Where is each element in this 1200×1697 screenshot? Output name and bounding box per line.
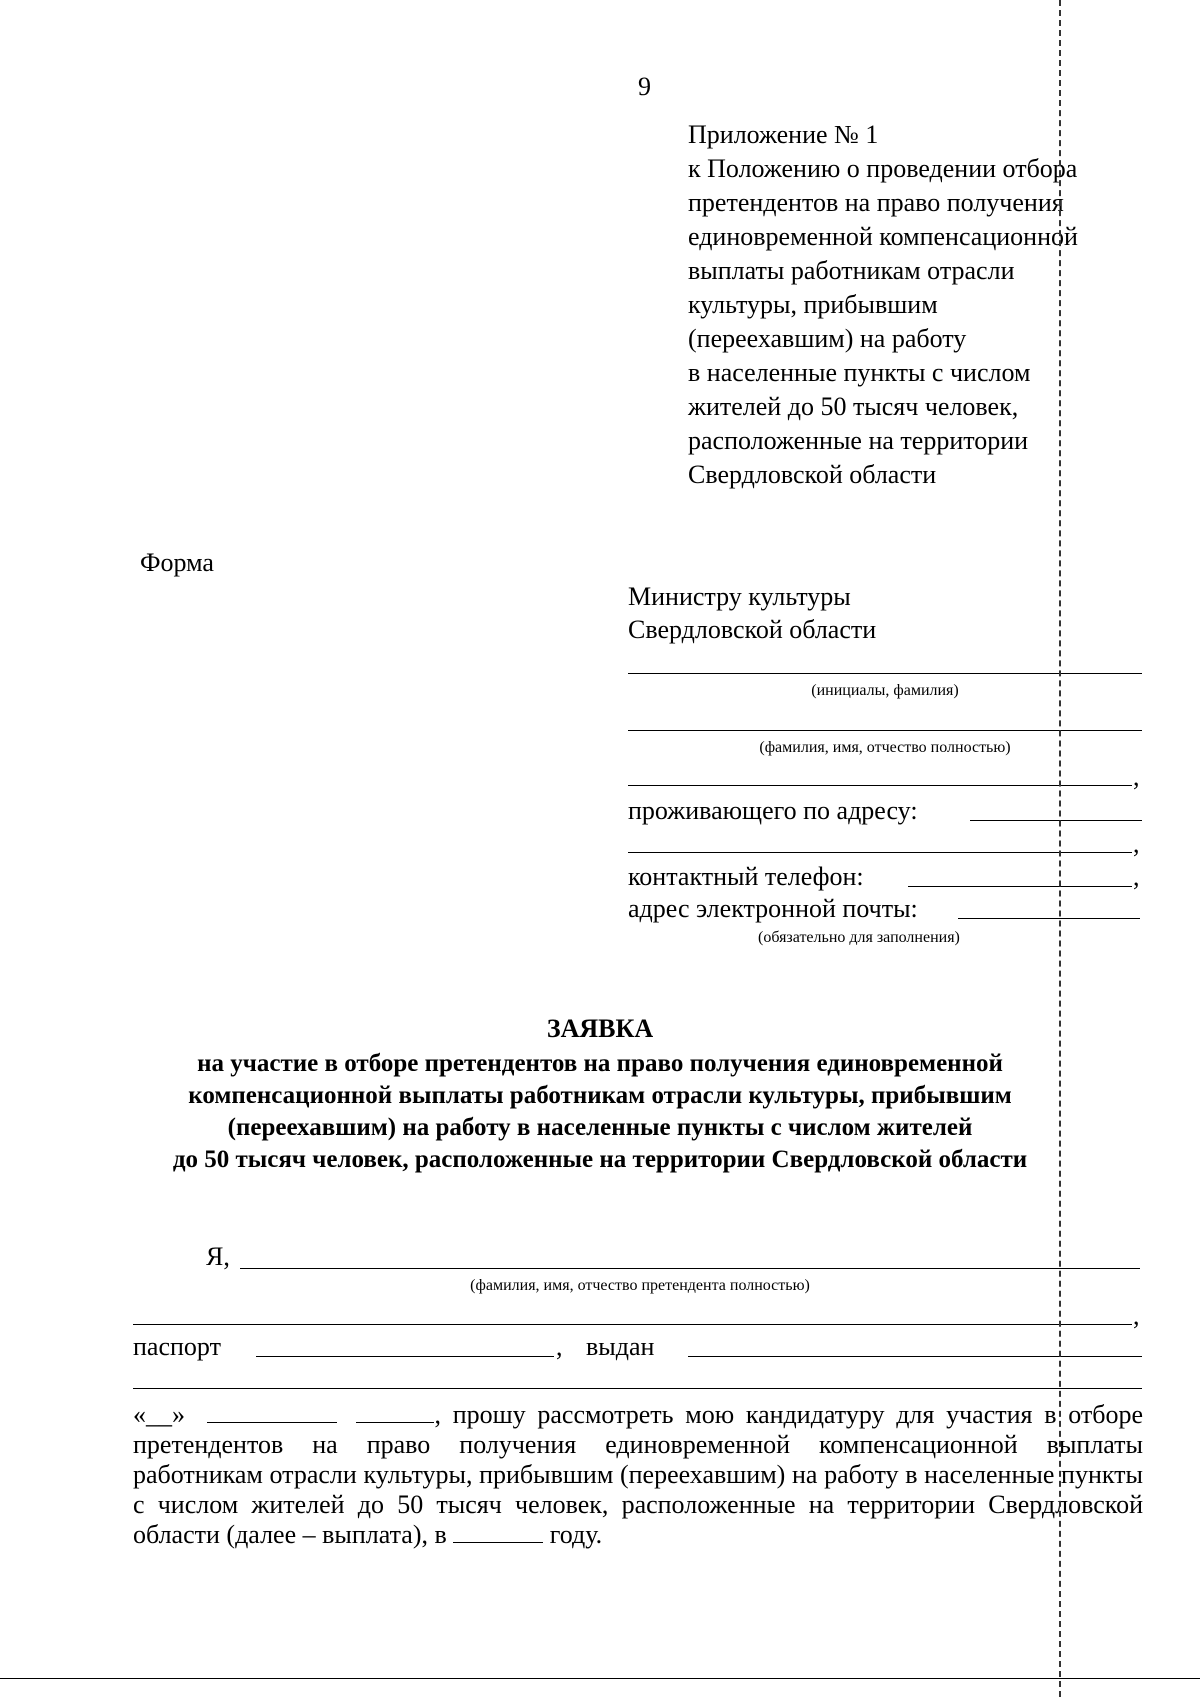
subtitle-line: на участие в отборе претендентов на право получения единовременной [197,1050,1003,1077]
residing-label: проживающего по адресу: [628,796,918,825]
comma: , [1133,862,1140,891]
phone-label: контактный телефон: [628,862,864,891]
blank-line-1[interactable] [628,785,1132,786]
subtitle-line: до 50 тысяч человек, расположенные на территории Свердловской области [172,1146,1028,1173]
comma: , [556,1332,563,1361]
request-text: , прошу рассмотреть мою кандидатуру для участия в отборе претендентов на право получения единовременной компенсационной выплаты работникам отрасли культуры, прибывшим (переехавшим) на работу в населенные пункты с числом жителей до 50 тысяч человек, расположенные на территории Свердловской области (далее – выплата), в [133,1400,1144,1549]
appendix-line: (переехавшим) на работу [688,324,967,353]
email-underline[interactable] [958,918,1140,919]
appendix-line: выплаты работникам отрасли [688,256,1015,285]
issued-label: выдан [586,1332,655,1361]
appendix-block [688,118,1078,492]
caption-applicant: (фамилия, имя, отчество претендента полностью) [470,1277,810,1294]
year-word: году. [549,1520,603,1549]
appendix-line: Приложение № 1 [688,120,879,149]
email-label: адрес электронной почты: [628,894,918,923]
fullname-underline[interactable] [628,730,1142,731]
year-underline[interactable] [453,1520,543,1543]
comma: , [1133,829,1140,858]
request-paragraph [133,1400,1143,1550]
applicant-name-underline-2[interactable] [133,1324,1132,1325]
address-underline[interactable] [970,820,1142,821]
issued-by-underline[interactable] [688,1356,1142,1357]
addressee-line-1: Министру культуры [628,582,851,611]
scan-fold-line [1059,0,1061,1697]
passport-underline[interactable] [256,1356,554,1357]
addressee-line-2: Свердловской области [628,615,877,644]
caption-initials: (инициалы, фамилия) [811,682,959,699]
issued-by-underline-2[interactable] [133,1388,1142,1389]
date-year-underline[interactable] [356,1400,434,1423]
appendix-line: расположенные на территории [688,426,1029,455]
appendix-line: в населенные пункты с числом [688,358,1031,387]
phone-underline[interactable] [908,886,1132,887]
appendix-line: культуры, прибывшим [688,290,938,319]
email-note: (обязательно для заполнения) [758,929,960,946]
applicant-name-underline[interactable] [240,1268,1140,1269]
date-quote: «__» [133,1400,185,1429]
appendix-line: претендентов на право получения [688,188,1064,217]
comma: , [1133,762,1140,791]
appendix-line: жителей до 50 тысяч человек, [688,392,1019,421]
comma: , [1133,1301,1140,1330]
caption-fullname: (фамилия, имя, отчество полностью) [759,739,1011,756]
appendix-line: единовременной компенсационной [688,222,1078,251]
subtitle-line: (переехавшим) на работу в населенные пункты с числом жителей [227,1114,973,1141]
ya-label: Я, [206,1242,230,1271]
form-label: Форма [140,548,214,577]
address-underline-2[interactable] [628,852,1132,853]
initials-underline[interactable] [628,673,1142,674]
subtitle-block [0,1048,1200,1176]
passport-label: паспорт [133,1332,221,1361]
appendix-line: к Положению о проведении отбора [688,154,1078,183]
subtitle-line: компенсационной выплаты работникам отрасли культуры, прибывшим [188,1082,1012,1109]
date-month-underline[interactable] [207,1400,337,1423]
document-title: ЗАЯВКА [546,1014,654,1043]
page-number: 9 [638,72,651,101]
appendix-line: Свердловской области [688,460,937,489]
bottom-rule [0,1678,1200,1679]
